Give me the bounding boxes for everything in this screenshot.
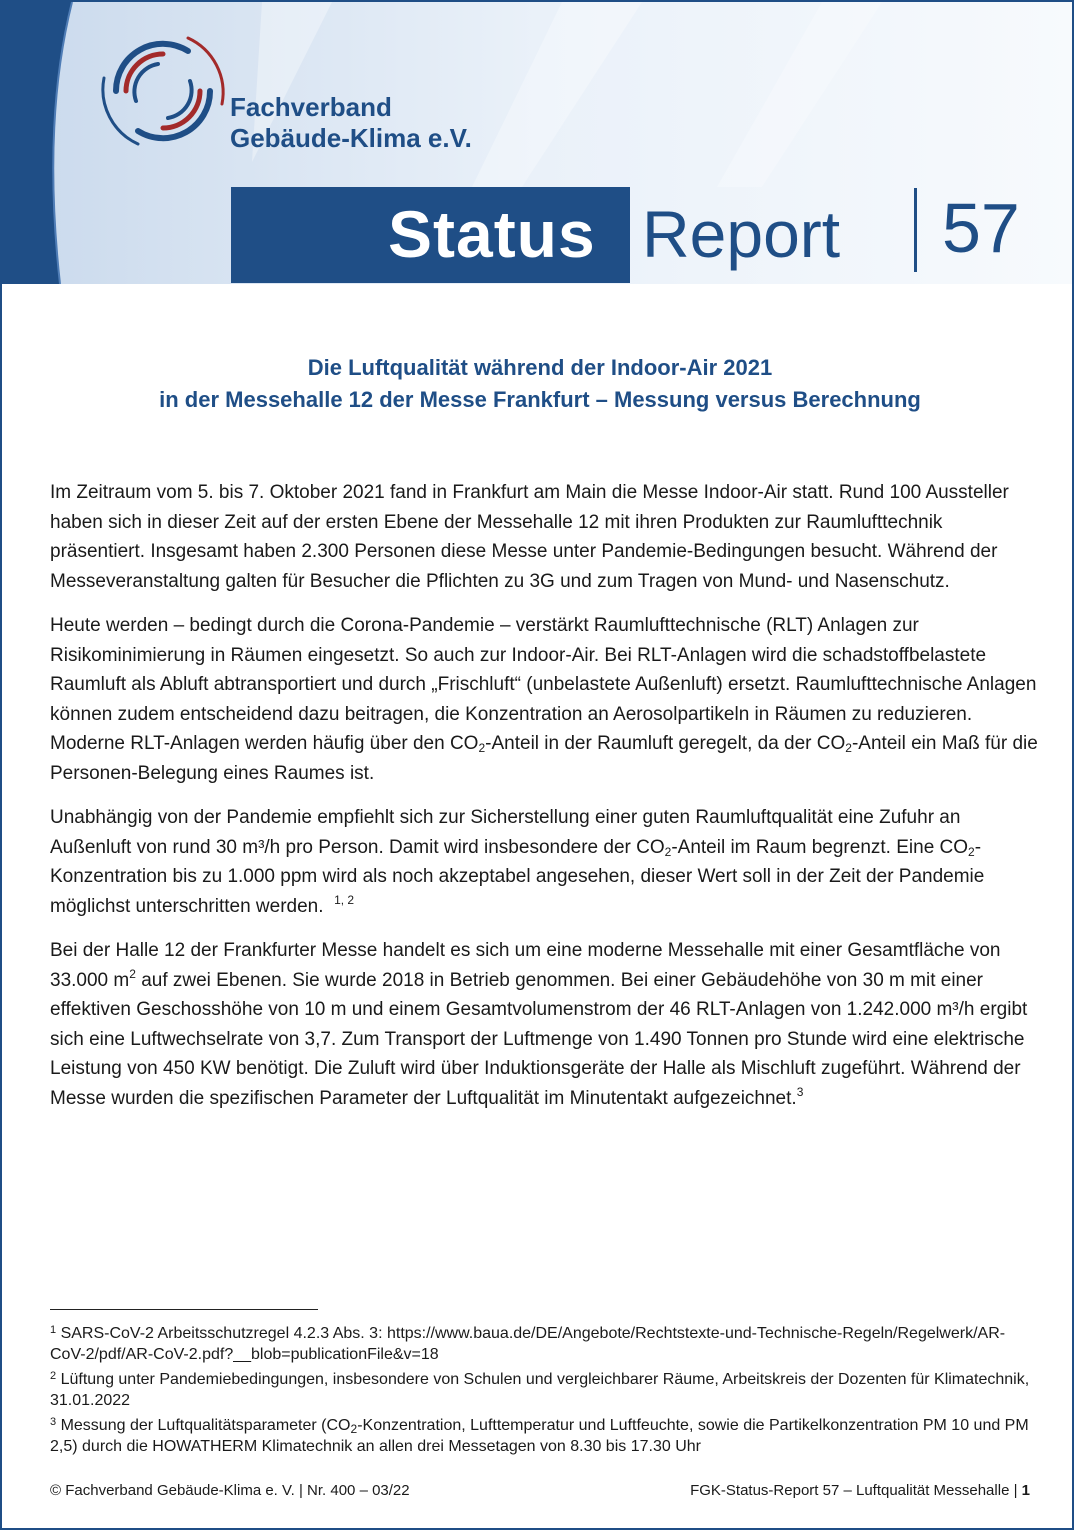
org-line-2: Gebäude-Klima e.V. [230, 123, 472, 153]
footnote-1-mark: 1 [50, 1324, 57, 1336]
paragraph-1: Im Zeitraum vom 5. bis 7. Oktober 2021 fand in Frankfurt am Main die Messe Indoor-Air statt. Rund 100 Aussteller haben sich in dieser Zeit auf der ersten Ebene der Messehalle 12 mit ihren Produkten zur Raumlufttechnik präsentiert. Insgesamt haben 2.300 Personen diese Messe unter Pandemie-Bedingungen besucht. Während der Messeveranstaltung galten für Besucher die Pflichten zu 3G und zum Tragen von Mund- und Nasenschutz. [50, 482, 1009, 592]
p4-text-b: auf zwei Ebenen. Sie wurde 2018 in Betrieb genommen. Bei einer Gebäudehöhe von 30 m mit einer effektiven Geschosshöhe von 10 m und einem Gesamtvolumenstrom der 46 RLT-Anlagen von 1.242.000 m³/h ergibt sich eine Luftwechselrate von 3,7. Zum Transport der Luftmenge von 1.490 Tonnen pro Stunde wird eine elektrische Leistung von 450 KW benötigt. Die Zuluft wird über Induktionsgeräte der Halle als Mischluft zugeführt. Während der Messe wurden die spezifischen Parameter der Luftqualität im Minutentakt aufgezeichnet. [50, 969, 1028, 1109]
fgk-logo-icon [98, 26, 228, 156]
document-title-line-1: Die Luftqualität während der Indoor-Air 2021 [307, 355, 773, 380]
footer-copyright: © Fachverband Gebäude-Klima e. V. | Nr. 400 – 03/22 [50, 1482, 410, 1499]
footnote-3-sub: 2 [350, 1422, 358, 1436]
p3-sub-1: 2 [664, 844, 672, 859]
p3-text-c: -Konzentration bis zu 1.000 ppm wird als noch akzeptabel angesehen, dieser Wert soll in der Zeit der Pandemie möglichst unterschritten werden. [50, 836, 985, 917]
p2-text-a: Heute werden – bedingt durch die Corona-Pandemie – verstärkt Raumlufttechnische (RLT) Anlagen zur Risikominimierung in Räumen eingesetzt. So auch zur Indoor-Air. Bei RLT-Anlagen wird die schadstoffbelastete Raumluft als Abluft abtransportiert und durch „Frischluft“ (unbelastete Außenluft) ersetzt. Raumlufttechnische Anlagen können zudem entscheidend dazu beitragen, die Konzentration an Aerosolpartikeln in Räumen zu reduzieren. Moderne RLT-Anlagen werden häufig über den CO [50, 615, 1037, 754]
p4-text-a: Bei der Halle 12 der Frankfurter Messe handelt es sich um eine moderne Messehalle mit einer Gesamtfläche von 33.000 m [50, 940, 1001, 991]
header [2, 2, 1072, 284]
footnote-2-text: Lüftung unter Pandemiebedingungen, insbesondere von Schulen und vergleichbarer Räume, Arbeitskreis der Dozenten für Klimatechnik, 31.01.2022 [50, 1371, 1030, 1409]
paragraph-3 [50, 803, 1042, 921]
footnote-2-mark: 2 [50, 1370, 57, 1382]
document-title-line-2: in der Messehalle 12 der Messe Frankfurt – Messung versus Berechnung [159, 387, 921, 412]
footnote-1 [50, 1323, 1040, 1365]
p4-footnote-ref[interactable]: 3 [796, 1084, 804, 1099]
footer-right [690, 1482, 1030, 1499]
report-word: Report [642, 197, 841, 271]
status-word: Status [388, 197, 596, 271]
org-line-1: Fachverband [230, 92, 392, 122]
paragraph-4 [50, 936, 1042, 1113]
footnote-3-text-a: Messung der Luftqualitätsparameter (CO [60, 1417, 351, 1434]
footnote-1-text[interactable]: SARS-CoV-2 Arbeitsschutzregel 4.2.3 Abs. 3: https://www.baua.de/DE/Angebote/Rechtstexte-und-Technische-Regeln/Regelwerk/AR-CoV-2/pdf/AR-CoV-2.pdf?__blob=publicationFile&v=18 [50, 1325, 1006, 1363]
footnote-2 [50, 1369, 1040, 1411]
paragraph-2 [50, 611, 1042, 788]
body-text [50, 478, 1042, 1128]
footer-report-title: FGK-Status-Report 57 – Luftqualität Messehalle | [690, 1482, 1018, 1499]
p3-sub-2: 2 [968, 844, 975, 859]
p2-text-b: -Anteil in der Raumluft geregelt, da der CO [485, 733, 846, 754]
p2-sub-1: 2 [478, 741, 486, 755]
footnote-3 [50, 1415, 1040, 1457]
p3-text-b: -Anteil im Raum begrenzt. Eine CO [671, 836, 969, 858]
p3-footnote-ref[interactable]: 1, 2 [334, 892, 355, 907]
organization-name [230, 92, 472, 154]
p2-sub-2: 2 [845, 741, 852, 755]
p3-text-a: Unabhängig von der Pandemie empfiehlt sich zur Sicherstellung einer guten Raumluftqualität eine Zufuhr an Außenluft von rund 30 m³/h pro Person. Damit wird insbesondere der CO [50, 807, 961, 858]
report-number: 57 [942, 189, 1020, 267]
footnotes [50, 1323, 1040, 1461]
footnote-3-mark: 3 [50, 1416, 57, 1428]
p2-text-c: -Anteil ein Maß für die Personen-Belegung eines Raumes ist. [50, 733, 1038, 784]
footnote-rule [50, 1309, 318, 1310]
footnote-3-text-b: -Konzentration, Lufttemperatur und Luftfeuchte, sowie die Partikelkonzentration PM 10 und PM 2,5) durch die HOWATHERM Klimatechnik an allen drei Messetagen von 8.30 bis 17.30 Uhr [50, 1417, 1029, 1455]
header-separator [914, 188, 917, 272]
page-number: 1 [1021, 1482, 1030, 1499]
p4-superscript: 2 [129, 966, 136, 981]
